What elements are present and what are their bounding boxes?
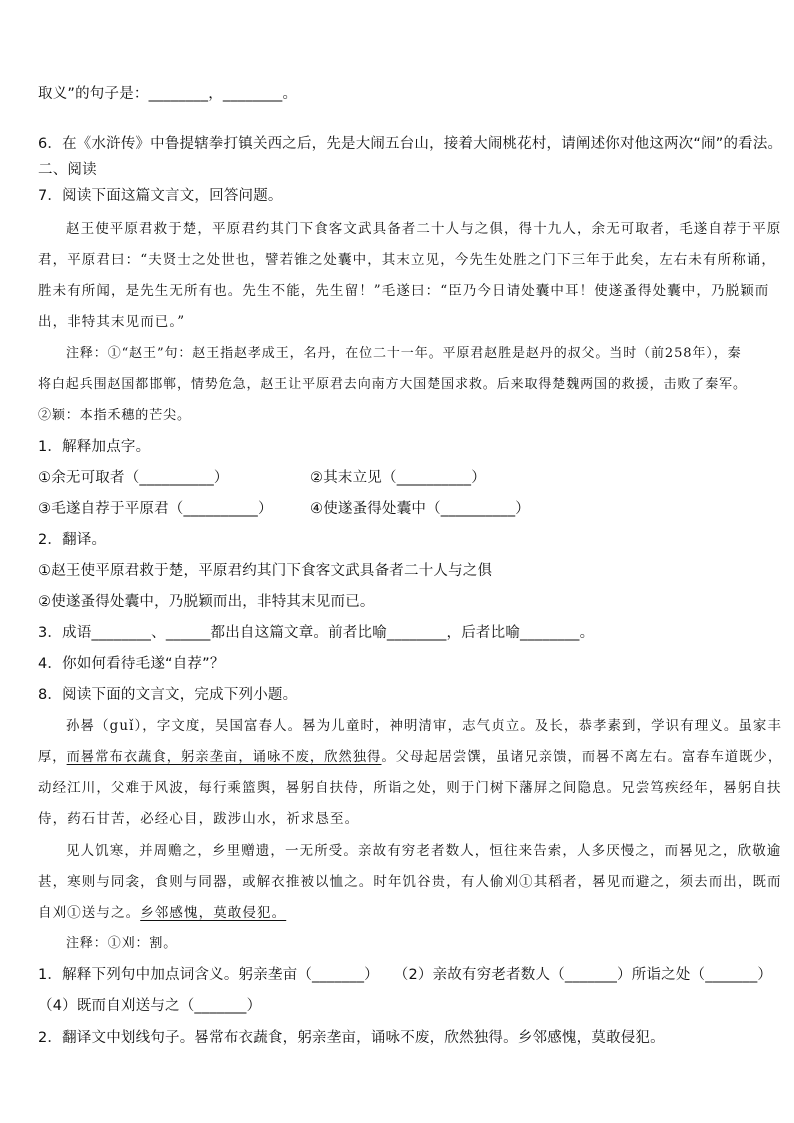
subquestion-1-row-1 (38, 468, 486, 488)
passage-2-line-3: 动经江川，父难于风波，每行乘篮舆，晷躬自扶侍，所诣之处，则于门树下藩屏之间隐息。兄尝笃疾经年，晷躬自扶 (38, 780, 782, 796)
passage-1-line-2: 君，平原君曰：“夫贤士之处世也，譬若锥之处囊中，其末立见，今先生处胜之门下三年于此矣，左右未有所称诵， (38, 252, 776, 268)
subquestion-1-item-b: ②其末立见（__________） (310, 470, 486, 486)
passage-1-line-1: 赵王使平原君救于楚，平原君约其门下食客文武具备者二十人与之俱，得十九人，余无可取者，毛遂自荐于平原 (66, 221, 782, 237)
subquestion-4: 4．你如何看待毛遂“自荐”？ (38, 656, 225, 672)
subquestion-2: 2．翻译。 (38, 532, 107, 548)
subquestion-2-item-1: ①赵王使平原君救于楚，平原君约其门下食客文武具备者二十人与之俱 (38, 563, 493, 579)
passage-2-line-2 (38, 747, 782, 767)
passage-1-line-4: 出，非特其末见而已。” (38, 314, 186, 330)
passage-2-line-2-start: 厚， (38, 749, 67, 765)
passage-3-line-1: 见人饥寒，并周赡之，乡里赠遗，一无所受。亲故有穷老者数人，恒往来告索，人多厌慢之，而晷见之，欣敬逾 (66, 843, 782, 859)
subquestion-1: 1．解释加点字。 (38, 439, 151, 455)
passage-2-line-2-end: 。父母起居尝馔，虽诸兄亲馈，而晷不离左右。富春车道既少， (381, 749, 783, 765)
question-8-prompt: 8．阅读下面的文言文，完成下列小题。 (38, 687, 298, 703)
question-5-answer-line: 取义”的句子是：________，________。 (38, 86, 298, 102)
passage-question-2: 2．翻译文中划线句子。晷常布衣蔬食，躬亲垄亩，诵咏不废，欣然独得。乡邻感愧，莫敢侵犯。 (38, 1030, 665, 1046)
passage-2-line-4: 侍，药石甘苦，必经心目，跋涉山水，祈求恳至。 (38, 811, 360, 827)
note-1-line-1: 注释：①“赵王”句：赵王指赵孝成王，名丹，在位二十一年。平原君赵胜是赵丹的叔父。当时（前258年），秦 (66, 346, 742, 361)
underlined-sentence-2: 乡邻感愧，莫敢侵犯。 (140, 905, 287, 921)
underlined-sentence-1: 而晷常布衣蔬食，躬亲垄亩，诵咏不废，欣然独得 (66, 749, 382, 765)
passage-question-1-line-1: 1．解释下列句中加点词含义。躬亲垄亩（_______） （2）亲故有穷老者数人（_______）所诣之处（_______） (38, 967, 773, 983)
question-6: 6．在《水浒传》中鲁提辖拳打镇关西之后，先是大闹五台山，接着大闹桃花村，请阐述你对他这两次“闹”的看法。 (38, 136, 783, 152)
note-1-line-3: ②颖：本指禾穗的芒尖。 (38, 408, 191, 423)
subquestion-2-item-2: ②使遂蚤得处囊中，乃脱颖而出，非特其末见而已。 (38, 594, 375, 610)
passage-3-line-3-start: 自刈①送与之。 (38, 905, 141, 921)
passage-3-line-2: 甚，寒则与同衾，食则与同器，或解衣推被以恤之。时年饥谷贵，有人偷刈①其稻者，晷见而避之，须去而出，既而 (38, 874, 782, 890)
subquestion-1-item-c: ③毛遂自荐于平原君（__________） (38, 501, 273, 517)
note-2: 注释：①刈：割。 (66, 936, 178, 951)
note-1-line-2: 将白起兵围赵国都邯郸，情势危急，赵王让平原君去向南方大国楚国求救。后来取得楚魏两国的救援，击败了秦军。 (38, 377, 747, 392)
passage-3-line-3 (38, 903, 286, 923)
section-heading-reading: 二、阅读 (38, 162, 97, 178)
subquestion-1-item-a: ①余无可取者（__________） (38, 470, 229, 486)
question-7-prompt: 7．阅读下面这篇文言文，回答问题。 (38, 188, 283, 204)
passage-question-1-line-2: （4）既而自刈送与之（_______） (38, 998, 262, 1014)
passage-1-line-3: 胜未有所闻，是先生无所有也。先生不能，先生留！”毛遂曰：“臣乃今日请处囊中耳！使遂蚤得处囊中，乃脱颖而 (38, 283, 770, 299)
subquestion-1-item-d: ④使遂蚤得处囊中（__________） (310, 501, 530, 517)
subquestion-1-row-2 (38, 499, 530, 519)
subquestion-3: 3．成语________、______都出自这篇文章。前者比喻________，后者比喻________。 (38, 625, 595, 641)
passage-2-line-1: 孙晷（guǐ），字文度，吴国富春人。晷为儿童时，神明清审，志气贞立。及长，恭孝素到，学识有理义。虽家丰 (66, 718, 782, 734)
